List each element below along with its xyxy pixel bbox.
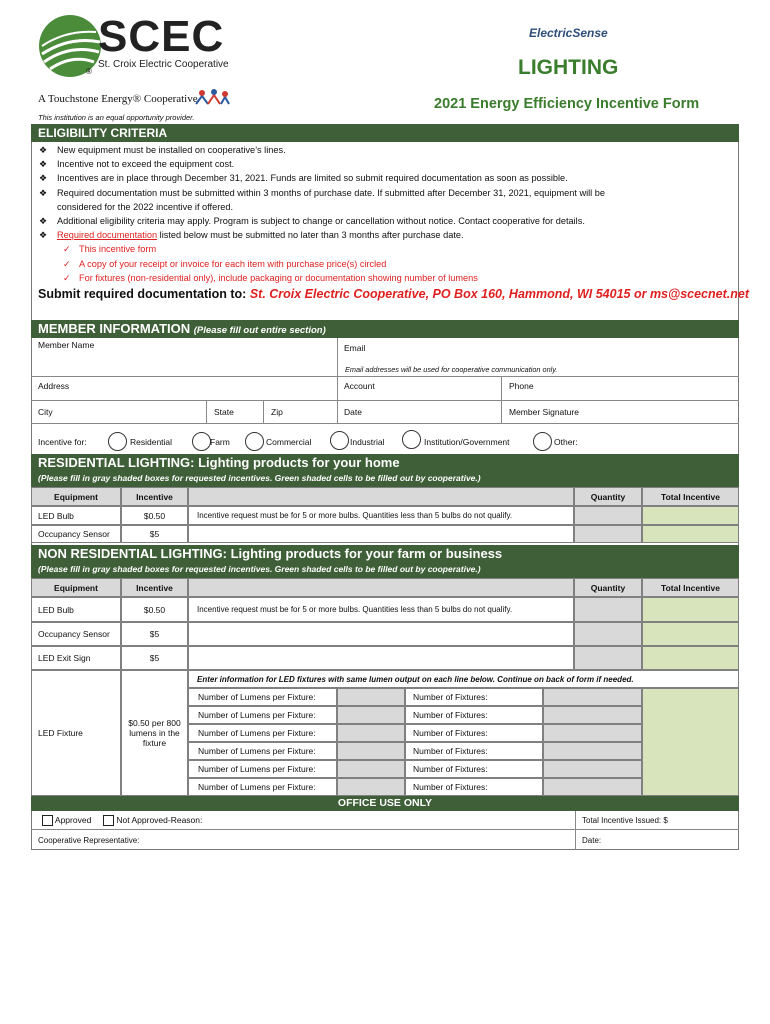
- nr-row1-incentive: $0.50: [121, 597, 188, 622]
- eligibility-item: ❖ Required documentation must be submitted within 3 months of purchase date. If submitted after December 31, 2021, equipment will be: [33, 186, 733, 200]
- option-institution: Institution/Government: [424, 437, 510, 447]
- radio-farm[interactable]: [192, 432, 211, 451]
- option-residential: Residential: [130, 437, 173, 447]
- eligibility-item: ❖ Incentive not to exceed the equipment cost.: [33, 157, 733, 171]
- scec-logo: [36, 12, 236, 84]
- address-label: Address: [38, 381, 70, 391]
- lumens-label: Number of Lumens per Fixture:: [188, 778, 337, 796]
- diamond-bullet-icon: ❖: [39, 159, 48, 170]
- eligibility-list: [33, 143, 733, 285]
- nr-row2-quantity-input[interactable]: [574, 622, 642, 646]
- nr-row1-equipment: LED Bulb: [31, 597, 121, 622]
- total-issued-label: Total Incentive Issued: $: [582, 816, 668, 825]
- lumens-input[interactable]: [337, 778, 405, 796]
- city-label: City: [38, 407, 53, 417]
- lumens-input[interactable]: [337, 724, 405, 742]
- member-name-label: Member Name: [38, 340, 95, 350]
- residential-note: (Please fill in gray shaded boxes for requested incentives. Green shaded cells to be filled out by cooperative.): [38, 473, 481, 483]
- nr-row3-equipment: LED Exit Sign: [31, 646, 121, 670]
- res-row2-incentive: $5: [121, 525, 188, 543]
- fixtures-count-label: Number of Fixtures:: [405, 706, 543, 724]
- nr-row2-equipment: Occupancy Sensor: [31, 622, 121, 646]
- res-row2-total: [642, 525, 739, 543]
- checkmark-icon: ✓: [63, 244, 71, 255]
- col-quantity-header: Quantity: [574, 578, 642, 597]
- eligibility-item: ❖ Required documentation listed below must be submitted no later than 3 months after purchase date.: [33, 228, 733, 242]
- city-field[interactable]: [33, 418, 205, 424]
- lumens-label: Number of Lumens per Fixture:: [188, 706, 337, 724]
- fixture-total: [642, 688, 739, 796]
- fixtures-count-label: Number of Fixtures:: [405, 724, 543, 742]
- date-field[interactable]: [340, 418, 500, 424]
- nonresidential-note: (Please fill in gray shaded boxes for requested incentives. Green shaded cells to be filled out by cooperative.): [38, 564, 481, 574]
- fixtures-count-input[interactable]: [543, 724, 642, 742]
- zip-field[interactable]: [266, 418, 336, 424]
- radio-industrial[interactable]: [330, 431, 349, 450]
- equal-opportunity: This institution is an equal opportunity provider.: [38, 113, 195, 122]
- col-total-header: Total Incentive: [642, 578, 739, 597]
- account-field[interactable]: [340, 392, 500, 400]
- lumens-input[interactable]: [337, 706, 405, 724]
- office-heading: OFFICE USE ONLY: [337, 797, 433, 809]
- col-incentive-header: Incentive: [121, 578, 188, 597]
- state-label: State: [214, 407, 234, 417]
- option-industrial: Industrial: [350, 437, 385, 447]
- member-header: [31, 320, 739, 338]
- zip-label: Zip: [271, 407, 283, 417]
- rep-label: Cooperative Representative:: [38, 836, 140, 845]
- lumens-label: Number of Lumens per Fixture:: [188, 688, 337, 706]
- eligibility-item-continued: considered for the 2022 incentive if offered.: [57, 201, 234, 212]
- diamond-bullet-icon: ❖: [39, 230, 48, 241]
- registered-mark: ®: [86, 67, 92, 76]
- res-row1-total: [642, 506, 739, 525]
- fixtures-count-input[interactable]: [543, 760, 642, 778]
- residential-header: [31, 454, 739, 487]
- fixtures-count-input[interactable]: [543, 778, 642, 796]
- fixtures-count-label: Number of Fixtures:: [405, 760, 543, 778]
- col-spacer-header: [188, 578, 574, 597]
- lumens-label: Number of Lumens per Fixture:: [188, 760, 337, 778]
- approved-checkbox[interactable]: [42, 815, 53, 826]
- lumens-input[interactable]: [337, 688, 405, 706]
- date-label: Date: [344, 407, 362, 417]
- eligibility-item: ❖ Incentives are in place through December 31, 2021. Funds are limited so submit required documentation as soon as possible.: [33, 171, 733, 185]
- incentive-for-label: Incentive for:: [38, 437, 87, 447]
- nr-row3-note: [188, 646, 574, 670]
- fixtures-count-label: Number of Fixtures:: [405, 778, 543, 796]
- member-name-field[interactable]: [33, 352, 333, 374]
- nr-row3-total: [642, 646, 739, 670]
- logo-subtitle: St. Croix Electric Cooperative: [98, 59, 229, 70]
- approved-option[interactable]: Approved: [42, 815, 91, 826]
- radio-circle-icon[interactable]: [402, 430, 421, 449]
- state-field[interactable]: [208, 418, 262, 424]
- diamond-bullet-icon: ❖: [39, 216, 48, 227]
- radio-circle-icon[interactable]: [108, 432, 127, 451]
- radio-commercial[interactable]: [245, 432, 264, 451]
- res-row2-equipment: Occupancy Sensor: [31, 525, 121, 543]
- submit-label: Submit required documentation to:: [38, 287, 250, 301]
- fixture-rows: [188, 688, 642, 796]
- email-label: Email: [344, 343, 366, 353]
- eligibility-item: ❖ Additional eligibility criteria may apply. Program is subject to change or cancellation without notice. Contact cooperative for details.: [33, 214, 733, 228]
- submit-line: [38, 287, 749, 301]
- lumens-label: Number of Lumens per Fixture:: [188, 742, 337, 760]
- nr-row2-incentive: $5: [121, 622, 188, 646]
- electricsense-logo: ElectricSense: [529, 26, 608, 40]
- option-commercial: Commercial: [266, 437, 312, 447]
- eligibility-item: ❖ New equipment must be installed on cooperative’s lines.: [33, 143, 733, 157]
- fixtures-count-label: Number of Fixtures:: [405, 688, 543, 706]
- email-note: Email addresses will be used for cooperative communication only.: [345, 365, 558, 374]
- radio-circle-icon[interactable]: [533, 432, 552, 451]
- nr-row3-incentive: $5: [121, 646, 188, 670]
- col-quantity-header: Quantity: [574, 487, 642, 506]
- nr-row1-total: [642, 597, 739, 622]
- address-field[interactable]: [33, 392, 333, 400]
- option-other: Other:: [554, 437, 578, 447]
- not-approved-option[interactable]: Not Approved-Reason:: [103, 815, 202, 826]
- checkmark-icon: ✓: [63, 258, 71, 269]
- member-note: (Please fill out entire section): [193, 325, 326, 336]
- nr-row2-note: [188, 622, 574, 646]
- nr-row2-total: [642, 622, 739, 646]
- required-documentation-link[interactable]: Required documentation: [57, 230, 158, 241]
- res-row1-incentive: $0.50: [121, 506, 188, 525]
- col-incentive-header: Incentive: [121, 487, 188, 506]
- radio-institution[interactable]: [402, 430, 421, 449]
- radio-other[interactable]: [533, 432, 552, 451]
- residential-table: [31, 487, 739, 543]
- fixtures-count-input[interactable]: [543, 688, 642, 706]
- phone-label: Phone: [509, 381, 534, 391]
- signature-label: Member Signature: [509, 407, 579, 417]
- radio-circle-icon[interactable]: [192, 432, 211, 451]
- not-approved-checkbox[interactable]: [103, 815, 114, 826]
- nr-row1-note: Incentive request must be for 5 or more bulbs. Quantities less than 5 bulbs do not qualify.: [188, 597, 574, 622]
- scec-globe-icon: [36, 12, 106, 82]
- page-subtitle: 2021 Energy Efficiency Incentive Form: [434, 96, 700, 112]
- nr-row3-quantity-input[interactable]: [574, 646, 642, 670]
- touchstone-text: A Touchstone Energy® Cooperative: [38, 93, 198, 105]
- member-heading: MEMBER INFORMATION: [38, 321, 191, 336]
- check-item: ✓ This incentive form: [33, 242, 733, 256]
- office-header: [31, 796, 739, 811]
- residential-heading: RESIDENTIAL LIGHTING: Lighting products for your home: [38, 455, 400, 470]
- res-row2-note: [188, 525, 574, 543]
- lumens-input[interactable]: [337, 760, 405, 778]
- res-row1-note: Incentive request must be for 5 or more bulbs. Quantities less than 5 bulbs do not qualify.: [188, 506, 574, 525]
- diamond-bullet-icon: ❖: [39, 145, 48, 155]
- touchstone-icon: [194, 88, 230, 111]
- checkmark-icon: ✓: [63, 272, 71, 283]
- signature-field[interactable]: [504, 418, 736, 424]
- phone-field[interactable]: [504, 392, 736, 400]
- fixtures-count-input[interactable]: [543, 742, 642, 760]
- col-total-header: Total Incentive: [642, 487, 739, 506]
- email-field[interactable]: [340, 354, 736, 364]
- option-farm: Farm: [210, 437, 230, 447]
- fixtures-count-label: Number of Fixtures:: [405, 742, 543, 760]
- nonresidential-heading: NON RESIDENTIAL LIGHTING: Lighting products for your farm or business: [38, 546, 503, 561]
- res-row2-quantity-input[interactable]: [574, 525, 642, 543]
- nonresidential-header: [31, 545, 739, 578]
- eligibility-header: [31, 124, 739, 142]
- radio-residential[interactable]: [108, 432, 127, 451]
- radio-circle-icon[interactable]: [330, 431, 349, 450]
- diamond-bullet-icon: ❖: [39, 187, 48, 198]
- account-label: Account: [344, 381, 375, 391]
- col-spacer-header: [188, 487, 574, 506]
- fixtures-count-input[interactable]: [543, 706, 642, 724]
- col-equipment-header: Equipment: [31, 487, 121, 506]
- lumens-label: Number of Lumens per Fixture:: [188, 724, 337, 742]
- logo-name: SCEC: [98, 12, 225, 61]
- eligibility-heading: ELIGIBILITY CRITERIA: [38, 126, 168, 140]
- res-row1-equipment: LED Bulb: [31, 506, 121, 525]
- lumens-input[interactable]: [337, 742, 405, 760]
- nr-row1-quantity-input[interactable]: [574, 597, 642, 622]
- col-equipment-header: Equipment: [31, 578, 121, 597]
- fixture-equipment: LED Fixture: [31, 670, 121, 796]
- fixture-instruction: Enter information for LED fixtures with same lumen output on each line below. Continue on back of form if needed.: [188, 670, 739, 688]
- check-item: ✓ For fixtures (non-residential only), include packaging or documentation showing number of lumens: [33, 271, 733, 285]
- radio-circle-icon[interactable]: [245, 432, 264, 451]
- office-date-label: Date:: [582, 836, 602, 845]
- submit-address: St. Croix Electric Cooperative, PO Box 160, Hammond, WI 54015 or ms@scecnet.net: [249, 287, 749, 301]
- page-title: LIGHTING: [518, 56, 619, 79]
- check-item: ✓ A copy of your receipt or invoice for each item with purchase price(s) circled: [33, 257, 733, 271]
- res-row1-quantity-input[interactable]: [574, 506, 642, 525]
- fixture-incentive: $0.50 per 800 lumens in the fixture: [121, 670, 188, 796]
- diamond-bullet-icon: ❖: [39, 173, 48, 184]
